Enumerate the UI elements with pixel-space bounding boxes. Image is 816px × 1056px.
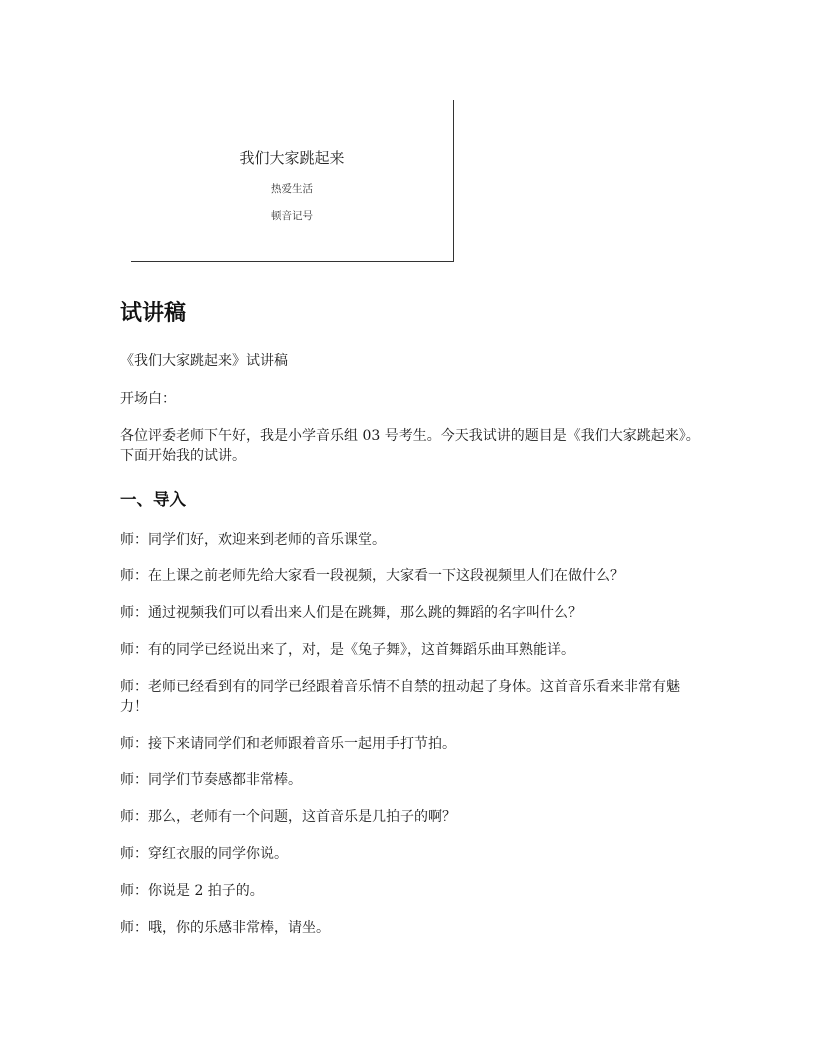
slide-subtitle-1: 热爱生活 <box>271 183 313 195</box>
slide-subtitle-2: 顿音记号 <box>271 210 313 222</box>
dialogue-line: 师：同学们好，欢迎来到老师的音乐课堂。 <box>120 532 386 548</box>
slide-title: 我们大家跳起来 <box>239 149 345 167</box>
dialogue-line: 师：通过视频我们可以看出来人们是在跳舞，那么跳的舞蹈的名字叫什么？ <box>120 605 582 621</box>
dialogue-line: 师：接下来请同学们和老师跟着音乐一起用手打节拍。 <box>120 736 456 752</box>
dialogue-line: 师：在上课之前老师先给大家看一段视频，大家看一下这段视频里人们在做什么？ <box>120 568 624 584</box>
dialogue-line: 师：老师已经看到有的同学已经跟着音乐情不自禁的扭动起了身体。这首音乐看来非常有魅力！ <box>120 679 680 715</box>
dialogue-line: 师：哦，你的乐感非常棒，请坐。 <box>120 920 330 936</box>
dialogue-line: 师：同学们节奏感都非常棒。 <box>120 772 302 788</box>
dialogue-line: 师：有的同学已经说出来了，对，是《兔子舞》，这首舞蹈乐曲耳熟能详。 <box>120 642 575 658</box>
opening-label: 开场白： <box>120 391 176 407</box>
lesson-subtitle: 《我们大家跳起来》试讲稿 <box>120 353 288 369</box>
opening-text: 各位评委老师下午好，我是小学音乐组 03 号考生。今天我试讲的题目是《我们大家跳起来》。下面开始我的试讲。 <box>120 428 700 464</box>
section-heading-intro: 一、导入 <box>120 490 186 509</box>
slide-thumbnail <box>131 100 454 262</box>
dialogue-line: 师：你说是 2 拍子的。 <box>120 883 264 899</box>
dialogue-line: 师：穿红衣服的同学你说。 <box>120 846 288 862</box>
document-title: 试讲稿 <box>120 301 187 326</box>
dialogue-line: 师：那么，老师有一个问题，这首音乐是几拍子的啊？ <box>120 809 456 825</box>
